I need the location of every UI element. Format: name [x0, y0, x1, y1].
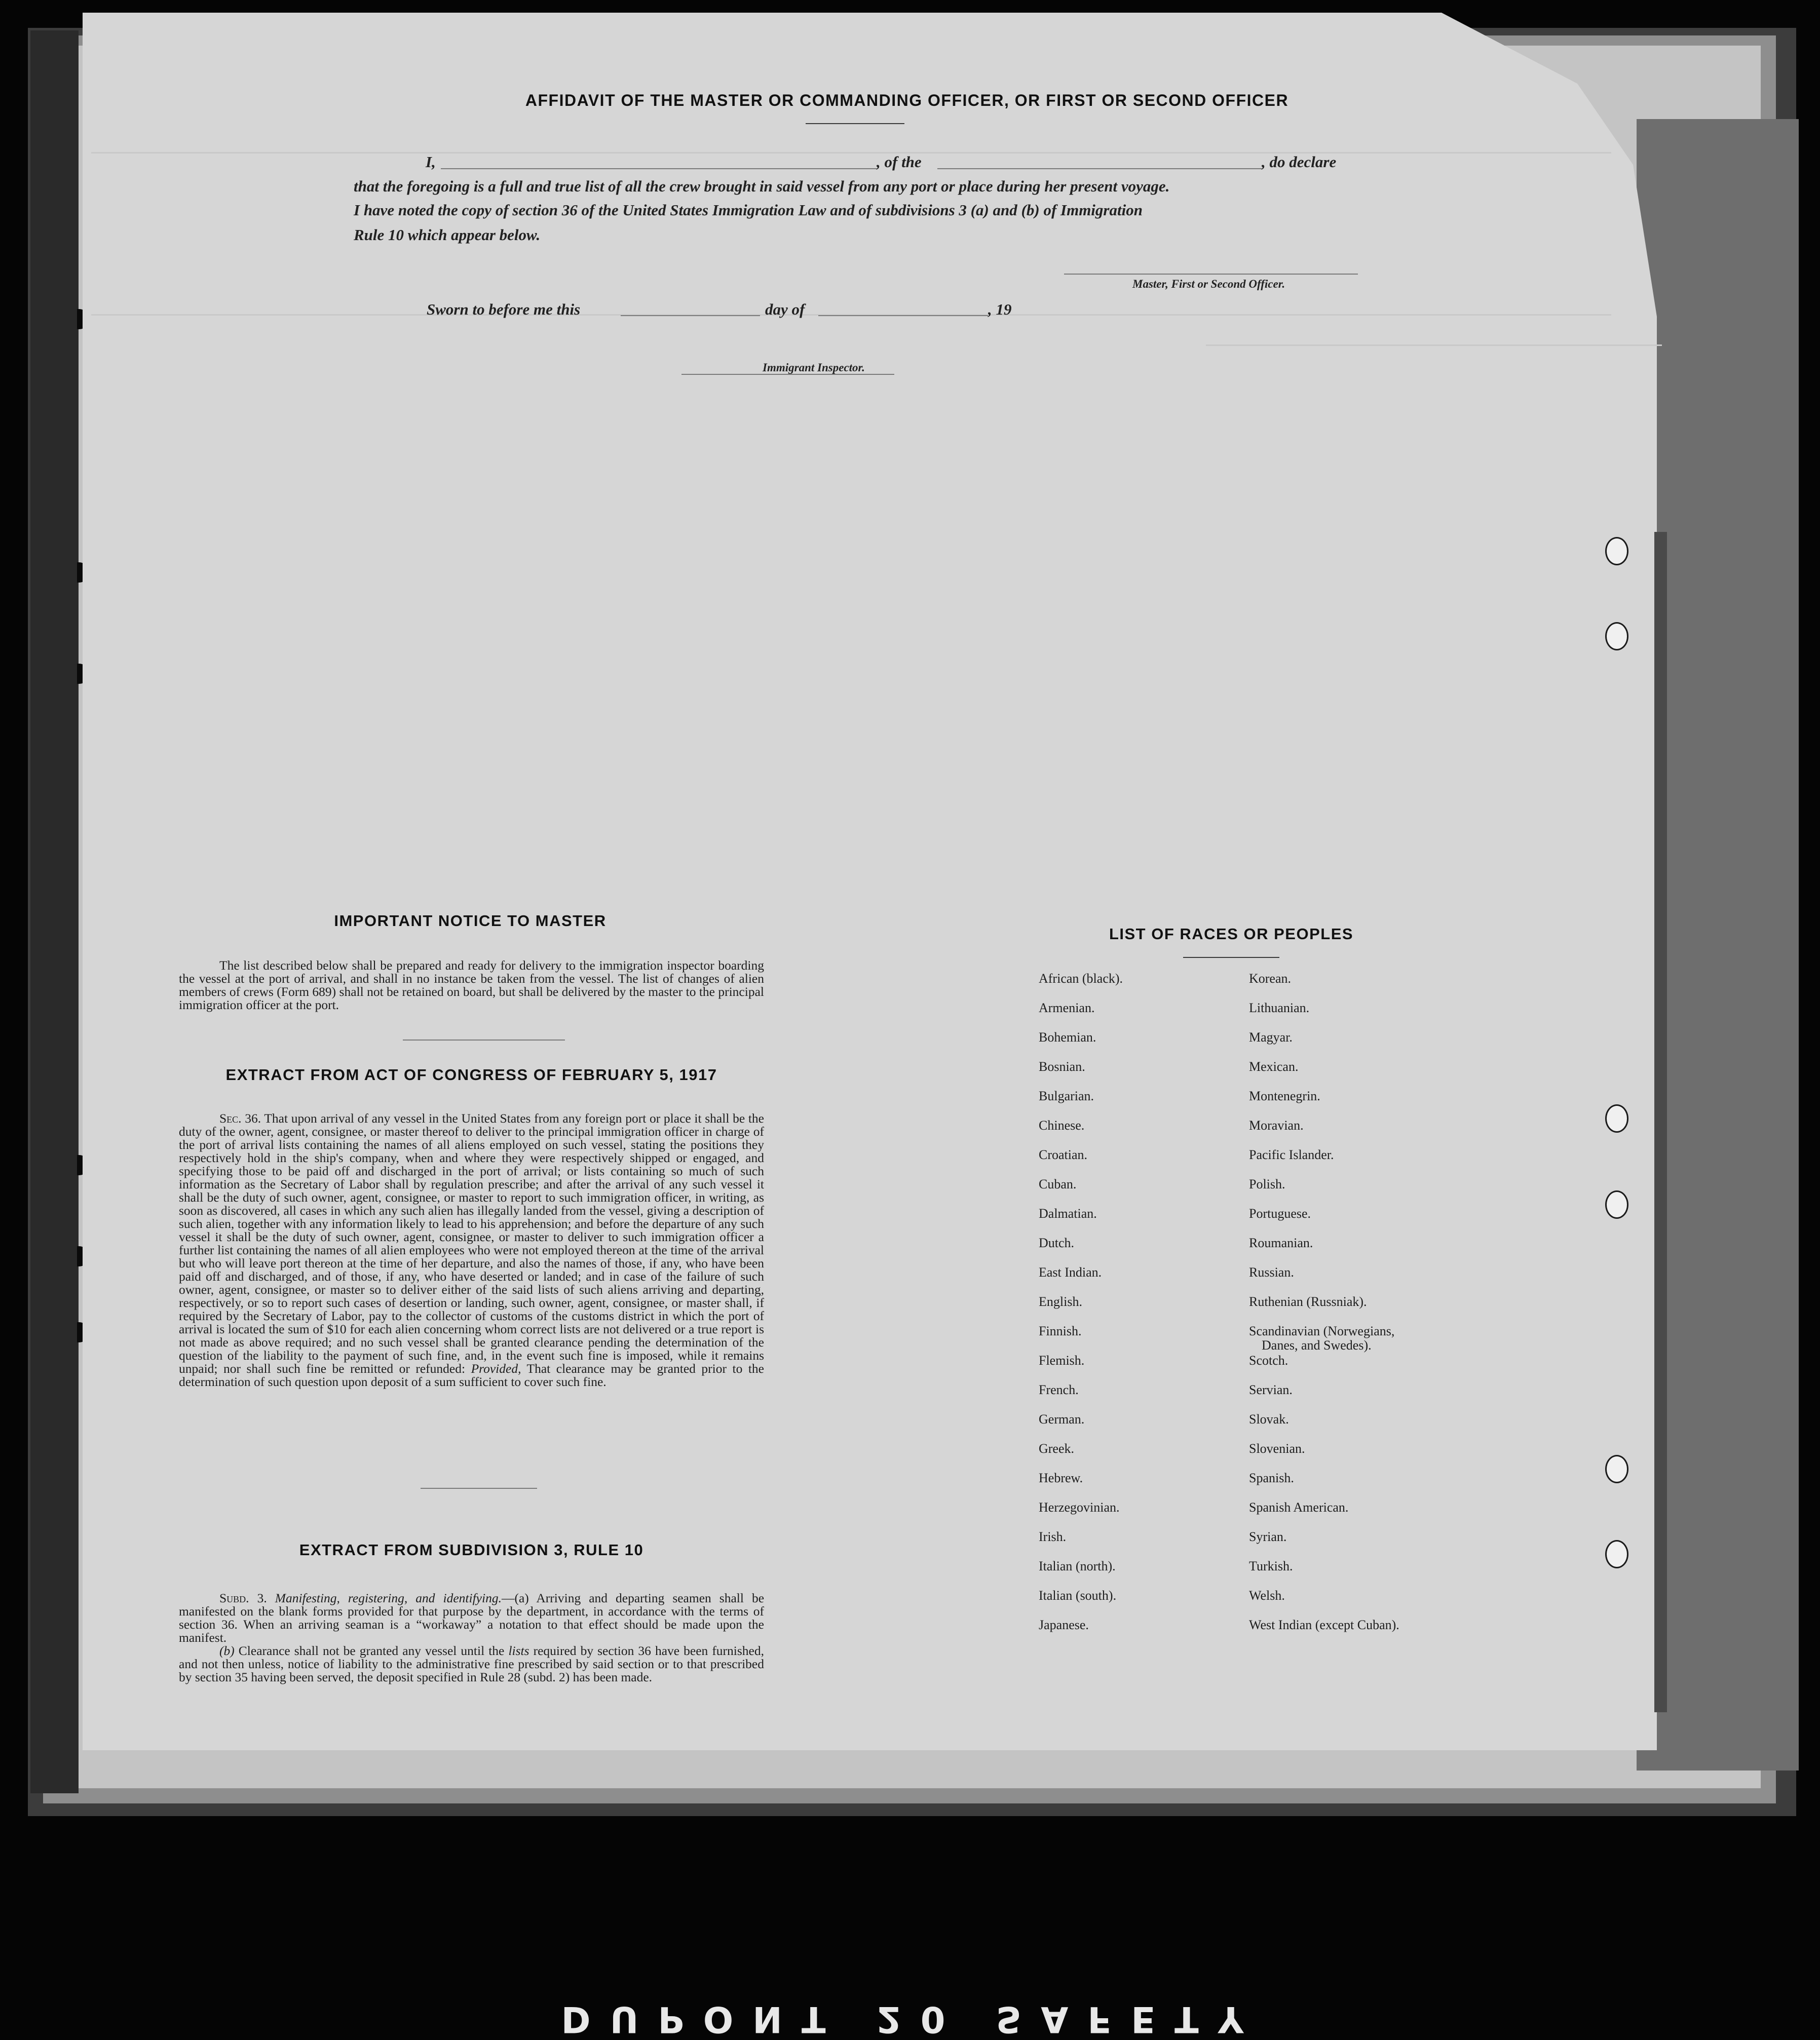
- race-item: Portuguese.: [1249, 1206, 1311, 1221]
- blank-name-line: [441, 168, 877, 169]
- rule-a-label: —(a): [501, 1591, 529, 1605]
- film-edge-marking: DUPONT 20 SAFETY: [561, 1998, 1263, 2040]
- race-item: Dalmatian.: [1039, 1206, 1097, 1221]
- race-item: Moravian.: [1249, 1118, 1304, 1133]
- rule-b-text: Clearance shall not be granted any vessel until the: [238, 1643, 505, 1658]
- race-item: Russian.: [1249, 1265, 1294, 1280]
- races-heading: LIST OF RACES OR PEOPLES: [1109, 925, 1354, 943]
- race-item: Korean.: [1249, 971, 1292, 986]
- race-item: Servian.: [1249, 1382, 1293, 1397]
- act-section-label: Sec. 36.: [219, 1111, 261, 1126]
- race-item: Hebrew.: [1039, 1471, 1083, 1485]
- race-item: Greek.: [1039, 1441, 1075, 1456]
- race-item: East Indian.: [1039, 1265, 1102, 1280]
- year-text: , 19: [988, 300, 1012, 318]
- race-item: Croatian.: [1039, 1147, 1088, 1162]
- act-provided: Provided,: [471, 1361, 521, 1376]
- affidavit-title: AFFIDAVIT OF THE MASTER OR COMMANDING OFFICER, OR FIRST OR SECOND OFFICER: [525, 91, 1289, 109]
- race-item: Welsh.: [1249, 1588, 1285, 1603]
- notice-heading: IMPORTANT NOTICE TO MASTER: [334, 912, 606, 930]
- punch-hole: [1605, 1455, 1628, 1483]
- races-rule: [1183, 957, 1279, 958]
- rule-a-text: Arriving and departing seamen shall be manifested on the blank forms provided for that purpose by the department, in accordance with the terms of section 36. When an arriving seaman is a “workaway” a notation to that effect should be made upon the manifest.: [179, 1591, 765, 1645]
- race-item: Syrian.: [1249, 1529, 1287, 1544]
- page-edge-shadow: [1654, 532, 1667, 1712]
- punch-hole: [1605, 1190, 1628, 1219]
- punch-hole: [1605, 537, 1628, 565]
- race-item: Italian (north).: [1039, 1559, 1116, 1573]
- blank-month-line: [818, 315, 988, 316]
- act-text: That upon arrival of any vessel in the United States from any foreign port or place it shall be the duty of the owner, agent, consignee, or master thereof to deliver to the principal immigration officer in charge of the port of arrival lists containing the names of all aliens employed on such vessel, stating the positions they respectively hold in the ship's company, when and where they were respectively shipped or engaged, and specifying those to be paid off and discharged in the port of arrival; or lists containing so much of such information as the Secretary of Labor shall by regulation prescribe; and after the arrival of any such vessel it shall be the duty of such owner, agent, consignee, or master to report to such immigration officer, in writing, as soon as discovered, all cases in which any such alien has illegally landed from the vessel, giving a description of such alien, together with any information likely to lead to his apprehension; and before the departure of any such vessel it shall be the duty of such owner, agent, consignee, or master to deliver to such immigration officer a further list containing the names of all alien employees who were not employed thereon at the time of the arrival but who will leave port thereon at the time of her departure, and also the names of those, if any, who have been paid off and discharged, and of those, if any, who have deserted or landed; and in case of the failure of such owner, agent, consignee, or master so to deliver either of the said lists of such aliens arriving and departing, respectively, or so to report such cases of desertion or landing, such owner, agent, consignee, or master shall, if required by the Secretary of Labor, pay to the collector of customs of the customs district in which the port of arrival is located the sum of $10 for each alien concerning whom correct lists are not delivered or a true report is not made as above required; and no such vessel shall be granted clearance pending the determination of the question of the liability to the payment of such fine, and, in the event such fine is imposed, while it remains unpaid; nor shall such fine be remitted or refunded:: [179, 1111, 764, 1376]
- bleed-through-line: [1206, 344, 1662, 346]
- race-item: Flemish.: [1039, 1353, 1085, 1368]
- race-item: Mexican.: [1249, 1059, 1299, 1074]
- race-item: Dutch.: [1039, 1236, 1075, 1250]
- notice-text: The list described below shall be prepared and ready for delivery to the immigration inspector boarding the vessel at the port of arrival, and shall in no instance be taken from the vessel. The list of changes of alien members of crews (Form 689) shall not be retained on board, but shall be delivered by the master to the principal immigration officer at the port.: [179, 958, 764, 1012]
- affidavit-of-the: , of the: [877, 153, 922, 171]
- race-item: West Indian (except Cuban).: [1249, 1618, 1399, 1632]
- race-item: Scotch.: [1249, 1353, 1288, 1368]
- race-item: Bosnian.: [1039, 1059, 1085, 1074]
- title-rule: [806, 123, 904, 124]
- inspector-label: Immigrant Inspector.: [763, 361, 865, 374]
- affidavit-i: I,: [426, 153, 436, 171]
- race-item: Bulgarian.: [1039, 1089, 1094, 1103]
- race-item: Polish.: [1249, 1177, 1285, 1191]
- race-item: African (black).: [1039, 971, 1123, 986]
- notice-body: [179, 959, 764, 1012]
- rule-b-text-end: required by section 36 have been furnished, and not then unless, notice of liability to the administrative fine prescribed by said section or to that prescribed by section 35 having been served, the deposit specified in Rule 28 (subd. 2) has been made.: [179, 1643, 764, 1684]
- punch-hole: [1605, 622, 1628, 650]
- race-item: Pacific Islander.: [1249, 1147, 1334, 1162]
- rule-subd-label: Subd. 3.: [219, 1591, 267, 1605]
- rule-subd-title: Manifesting, registering, and identifying.: [275, 1591, 502, 1605]
- rule-b-label: (b): [219, 1643, 235, 1658]
- act-body: [179, 1112, 764, 1389]
- race-item: Bohemian.: [1039, 1030, 1096, 1045]
- section-rule: [421, 1488, 537, 1489]
- section-rule: [403, 1040, 565, 1041]
- race-item: French.: [1039, 1382, 1079, 1397]
- race-item: Magyar.: [1249, 1030, 1293, 1045]
- master-signature-label: Master, First or Second Officer.: [1132, 278, 1285, 290]
- affidavit-line-3: I have noted the copy of section 36 of the United States Immigration Law and of subdivisions 3 (a) and (b) of Immigration: [354, 201, 1143, 219]
- race-item: Japanese.: [1039, 1618, 1089, 1632]
- race-item: Turkish.: [1249, 1559, 1293, 1573]
- rule-heading: EXTRACT FROM SUBDIVISION 3, RULE 10: [299, 1541, 644, 1559]
- blank-day-line: [621, 315, 760, 316]
- race-item: Roumanian.: [1249, 1236, 1313, 1250]
- race-item: Danes, and Swedes).: [1262, 1338, 1372, 1353]
- race-item: Irish.: [1039, 1529, 1067, 1544]
- race-item: Spanish American.: [1249, 1500, 1349, 1515]
- race-item: Italian (south).: [1039, 1588, 1117, 1603]
- race-item: Ruthenian (Russniak).: [1249, 1294, 1367, 1309]
- race-item: Chinese.: [1039, 1118, 1085, 1133]
- race-item: English.: [1039, 1294, 1082, 1309]
- blank-vessel-line: [937, 168, 1262, 169]
- act-text-end: That clearance may be granted prior to the determination of such question upon deposit of a sum sufficient to cover such fine.: [179, 1361, 764, 1389]
- affidavit-do-declare: , do declare: [1262, 153, 1337, 171]
- day-of-text: day of: [765, 300, 805, 318]
- race-item: Cuban.: [1039, 1177, 1077, 1191]
- affidavit-line-2: that the foregoing is a full and true list of all the crew brought in said vessel from any port or place during her present voyage.: [354, 177, 1170, 195]
- race-item: Armenian.: [1039, 1000, 1095, 1015]
- race-item: Slovenian.: [1249, 1441, 1305, 1456]
- race-item: Slovak.: [1249, 1412, 1289, 1427]
- race-item: Lithuanian.: [1249, 1000, 1310, 1015]
- rule-body: [179, 1592, 764, 1684]
- rule-b-lists: lists: [508, 1643, 529, 1658]
- race-item: Herzegovinian.: [1039, 1500, 1120, 1515]
- left-binding-edge: [30, 30, 79, 1793]
- sworn-text: Sworn to before me this: [427, 300, 581, 318]
- race-item: Scandinavian (Norwegians,: [1249, 1324, 1395, 1338]
- race-item: Finnish.: [1039, 1324, 1082, 1338]
- bleed-through-line: [91, 152, 1611, 153]
- punch-hole: [1605, 1540, 1628, 1568]
- punch-hole: [1605, 1104, 1628, 1133]
- master-signature-line: [1064, 274, 1358, 275]
- document-page: [83, 13, 1657, 1750]
- race-item: Montenegrin.: [1249, 1089, 1320, 1103]
- race-item: German.: [1039, 1412, 1085, 1427]
- race-item: Spanish.: [1249, 1471, 1294, 1485]
- affidavit-line-4: Rule 10 which appear below.: [354, 226, 541, 244]
- act-heading: EXTRACT FROM ACT OF CONGRESS OF FEBRUARY 5, 1917: [225, 1066, 717, 1084]
